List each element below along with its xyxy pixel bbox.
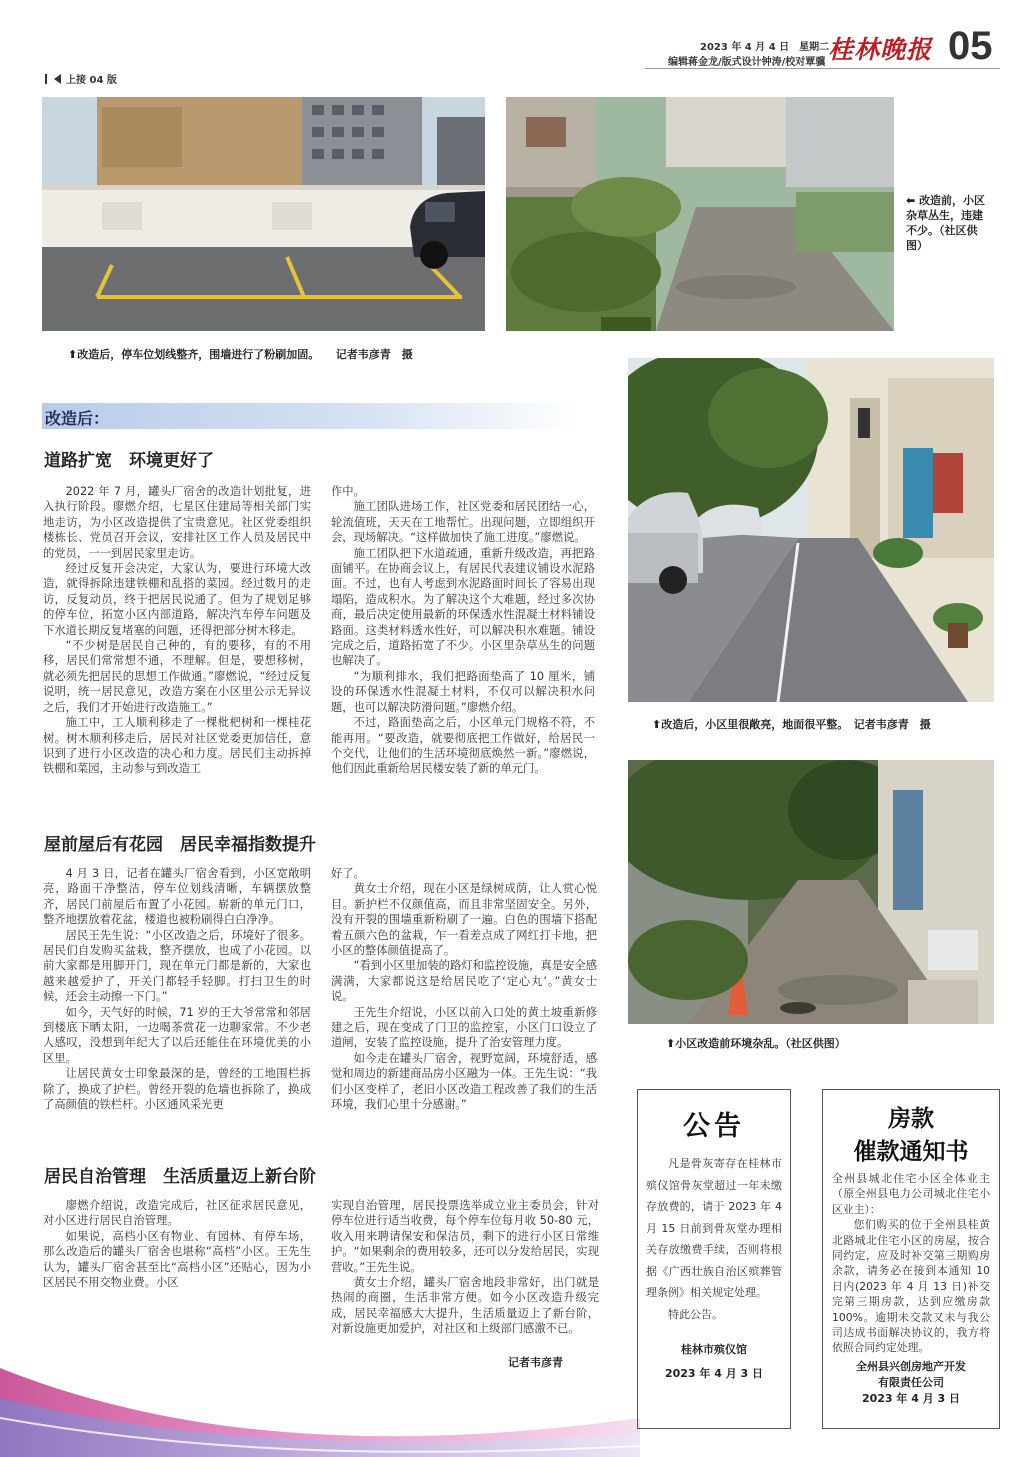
caption-alley-after <box>652 716 931 732</box>
paragraph: 让居民黄女士印象最深的是，曾经的工地围栏拆除了，换成了护栏。曾经开裂的危墙也拆除了，换成了高颜值的铁栏杆。小区通风采光更 <box>43 1067 311 1112</box>
paragraph: 黄女士介绍，罐头厂宿舍地段非常好，出门就是热闹的商圈，生活非常方便。如今小区改造升级完成，居民幸福感大大提升，生活质量迈上了新台阶，对新设施更加爱护，对社区和上级部门感激不已。 <box>331 1276 599 1336</box>
paragraph: 实现自治管理，居民投票选举成立业主委员会，针对停车位进行适当收费，每个停车位每月收 50-80 元，收入用来聘请保安和保洁员，剩下的进行小区日常维护。“如果剩余的费用较多，还可以分发给居民，实现营收。”王先生说。 <box>331 1199 599 1274</box>
paragraph: “不少树是居民自己种的，有的要移，有的不用移，居民们常常想不通，不理解。但是，要想移树，就必须先把居民的思想工作做通。”廖燃说，“经过反复说明，统一居民意见，改造方案在小区里公示无异议之后，我们才开始进行改造施工。” <box>43 639 311 714</box>
paragraph: 如今走在罐头厂宿舍，视野宽阔，环境舒适，感觉和周边的新建商品房小区融为一体。王先生说：“我们小区变样了，老旧小区改造工程改善了我们的生活环境，我们心里十分感谢。” <box>331 1051 597 1112</box>
editor-credits: 编辑蒋金龙/版式设计钟涛/校对覃骥 <box>668 57 826 68</box>
notice-body <box>823 1166 999 1356</box>
caption-parking-after <box>68 346 413 362</box>
photo-parking-after <box>42 97 485 331</box>
paragraph: 居民王先生说：“小区改造之后，环境好了很多。居民们自发购买盆栽，整齐摆放，也成了小花园。以前大家都是用脚开门，现在单元门都是新的，大家也越来越爱护了，开关门都轻手轻脚。打扫卫生的时候，还会主动擦一下门。” <box>43 928 311 1004</box>
notice-title-line-1: 房款 <box>888 1105 934 1132</box>
paragraph: 不过，路面垫高之后，小区单元门规格不符，不能再用。“要改造，就要彻底把工作做好，给居民一个交代，让他们的生活环境彻底焕然一新。”廖燃说，他们因此重新给居民楼安装了新的单元门。 <box>331 716 595 776</box>
caption-text: 改造后，停车位划线整齐，围墙进行了粉刷加固。 记者韦彦青 摄 <box>77 348 413 361</box>
arrow-up-icon: ⬆ <box>666 1037 676 1050</box>
continued-label: 上接 04 版 <box>66 75 117 86</box>
article1-column-2 <box>331 484 595 777</box>
notice-funeral-home <box>637 1089 791 1429</box>
paragraph: 廖燃介绍说，改造完成后，社区征求居民意见，对小区进行居民自治管理。 <box>43 1199 311 1228</box>
paragraph: 经过反复开会决定，大家认为，要进行环境大改造，就得拆除违建铁棚和乱搭的菜园。经过数月的走访，反复动员，终于把居民说通了。但为了规划足够的停车位，拓宽小区内部道路，解决汽车停车问题及下水道长期反复堵塞的问题，还得把部分树木移走。 <box>43 562 311 637</box>
page-number: 05 <box>948 24 993 68</box>
article2-column-2 <box>331 866 597 1113</box>
article-byline: 记者韦彦青 <box>508 1356 563 1369</box>
arrow-left-icon: ⬅ <box>906 194 916 207</box>
photo-yard-before <box>506 97 894 331</box>
headline-gardens: 屋前屋后有花园 居民幸福指数提升 <box>44 835 316 855</box>
section-banner <box>42 403 578 429</box>
paragraph: “为顺利排水，我们把路面垫高了 10 厘米，铺设的环保透水性混凝土材料，不仅可以解决积水问题，也可以解决防滑问题。”廖燃介绍。 <box>331 669 595 714</box>
article1-column-1 <box>43 484 311 777</box>
paragraph: 4 月 3 日，记者在罐头厂宿舍看到，小区宽敞明亮，路面干净整洁，停车位划线清晰，车辆摆放整齐，居民门前屋后布置了小花园。崭新的单元门口，整齐地摆放着花盆，楼道也被粉刷得白白净净。 <box>43 867 311 927</box>
notice-date: 2023 年 4 月 3 日 <box>861 1391 961 1405</box>
paragraph: 好了。 <box>331 867 365 880</box>
continued-from-link[interactable] <box>45 71 117 86</box>
arrow-up-icon: ⬆ <box>652 718 662 731</box>
newspaper-logo: 桂林晚报 <box>828 35 933 64</box>
header-rule <box>645 68 1000 69</box>
caption-text: 改造后，小区里很敞亮，地面很平整。 记者韦彦青 摄 <box>661 718 931 731</box>
article2-column-1 <box>43 866 311 1113</box>
notice-title: 公告 <box>683 1111 745 1142</box>
paragraph: 如果说，高档小区有物业、有园林、有停车场，那么改造后的罐头厂宿舍也堪称“高档”小区。王先生认为，罐头厂宿舍甚至比“高档小区”还贴心，因为小区居民不用交物业费。小区 <box>43 1229 311 1290</box>
paragraph: 您们购买的位于全州县桂黄北路城北住宅小区的房屋，按合同约定，应及时补交第三期购房余款，请务必在接到本通知 10 日内(2023 年 4 月 13 日)补交完第三期房款，达到应缴房款 100%。逾期未交款又未与我公司达成书面解决协议的，我方将依照合同约定处理。 <box>832 1218 990 1355</box>
paragraph: “看到小区里加装的路灯和监控设施，真是安全感满满，大家都说这是给居民吃了‘定心丸’。”黄女士说。 <box>331 959 597 1004</box>
notice-date: 2023 年 4 月 3 日 <box>664 1367 764 1380</box>
notice-payment-demand <box>822 1089 1000 1429</box>
notice-body <box>638 1143 790 1325</box>
notice-addressee: 全州县城北住宅小区全体业主（原全州县电力公司城北住宅小区业主）： <box>832 1172 990 1216</box>
notice-signer-line-2: 有限责任公司 <box>878 1375 944 1389</box>
paragraph: 王先生介绍说，小区以前入口处的黄土坡重新修建之后，现在变成了门卫的监控室，小区门口设立了道闸，安装了监控设施，提升了治安管理力度。 <box>331 1005 597 1050</box>
caption-text: 小区改造前环境杂乱。（社区供图） <box>675 1037 846 1050</box>
paragraph: 施工中，工人顺利移走了一棵枇杷树和一棵桂花树。树木顺利移走后，居民对社区党委更加信任，意识到了进行小区改造的决心和力度。居民们主动拆掉铁棚和菜园，主动参与到改造工 <box>43 716 311 776</box>
issue-date: 2023 年 4 月 4 日 星期二 <box>700 42 830 53</box>
article3-column-1 <box>43 1198 311 1290</box>
arrow-left-icon <box>54 74 61 84</box>
photo-alley-after <box>628 358 994 702</box>
paragraph: 黄女士介绍，现在小区是绿树成荫，让人赏心悦目。新护栏不仅颜值高，而且非常坚固安全。另外，没有开裂的围墙重新粉刷了一遍。白色的围墙下搭配着五颜六色的盆栽，乍一看差点成了网红打卡地，把小区的整体颜值提高了。 <box>331 882 597 958</box>
headline-self-governance: 居民自治管理 生活质量迈上新台阶 <box>44 1167 316 1187</box>
photo-alley-before <box>628 760 994 1024</box>
paragraph: 如今，天气好的时候，71 岁的王大爷常常和邻居到楼底下晒太阳，一边喝茶赏花一边聊家常。不少老人感叹，没想到年纪大了以后还能住在环境优美的小区里。 <box>43 1005 311 1065</box>
caption-text: 改造前，小区杂草丛生，违建不少。（社区供图） <box>906 194 986 252</box>
decorative-swirl <box>0 1308 640 1457</box>
notice-title-line-2: 催款通知书 <box>853 1138 969 1165</box>
paragraph: 特此公告。 <box>668 1307 723 1321</box>
paragraph: 凡是骨灰寄存在桂林市殡仪馆骨灰堂超过一年未缴存放费的，请于 2023 年 4 月 15 日前到骨灰堂办理相关存放缴费手续，否则将根据《广西壮族自治区殡葬管理条例》相关规定处理。 <box>646 1157 782 1299</box>
continue-marker-icon <box>45 74 49 84</box>
notice-signer-line-1: 全州县兴创房地产开发 <box>856 1359 966 1373</box>
paragraph: 作中。 <box>331 485 365 498</box>
arrow-up-icon: ⬆ <box>68 348 78 361</box>
section-label: 改造后： <box>45 409 110 428</box>
caption-yard-before <box>906 193 991 253</box>
paragraph: 2022 年 7 月，罐头厂宿舍的改造计划批复，进入执行阶段。廖燃介绍，七星区住建局等相关部门实地走访，为小区改造提供了宝贵意见。社区党委组织楼栋长、党员召开会议，安排社区工作人员及居民中的党员，一一到居民家里走访。 <box>43 485 311 560</box>
paragraph: 施工团队进场工作，社区党委和居民团结一心，轮流值班，天天在工地帮忙。出现问题，立即组织开会，现场解决。“这样做加快了施工进度。”廖燃说。 <box>331 500 595 545</box>
paragraph: 施工团队把下水道疏通，重新升级改造，再把路面铺平。在协商会议上，有居民代表建议铺设水泥路面。不过，也有人考虑到水泥路面时间长了容易出现塌陷，造成积水。为了解决这个大难题，经过多次协商，最后决定使用最新的环保透水性混凝土材料铺设路面。这类材料透水性好，可以解决积水难题。铺设完成之后，道路拓宽了不少。小区里杂草丛生的问题也解决了。 <box>331 546 595 668</box>
caption-alley-before <box>666 1035 846 1051</box>
headline-road-widening: 道路扩宽 环境更好了 <box>44 451 214 471</box>
notice-signer: 桂林市殡仪馆 <box>681 1343 747 1356</box>
